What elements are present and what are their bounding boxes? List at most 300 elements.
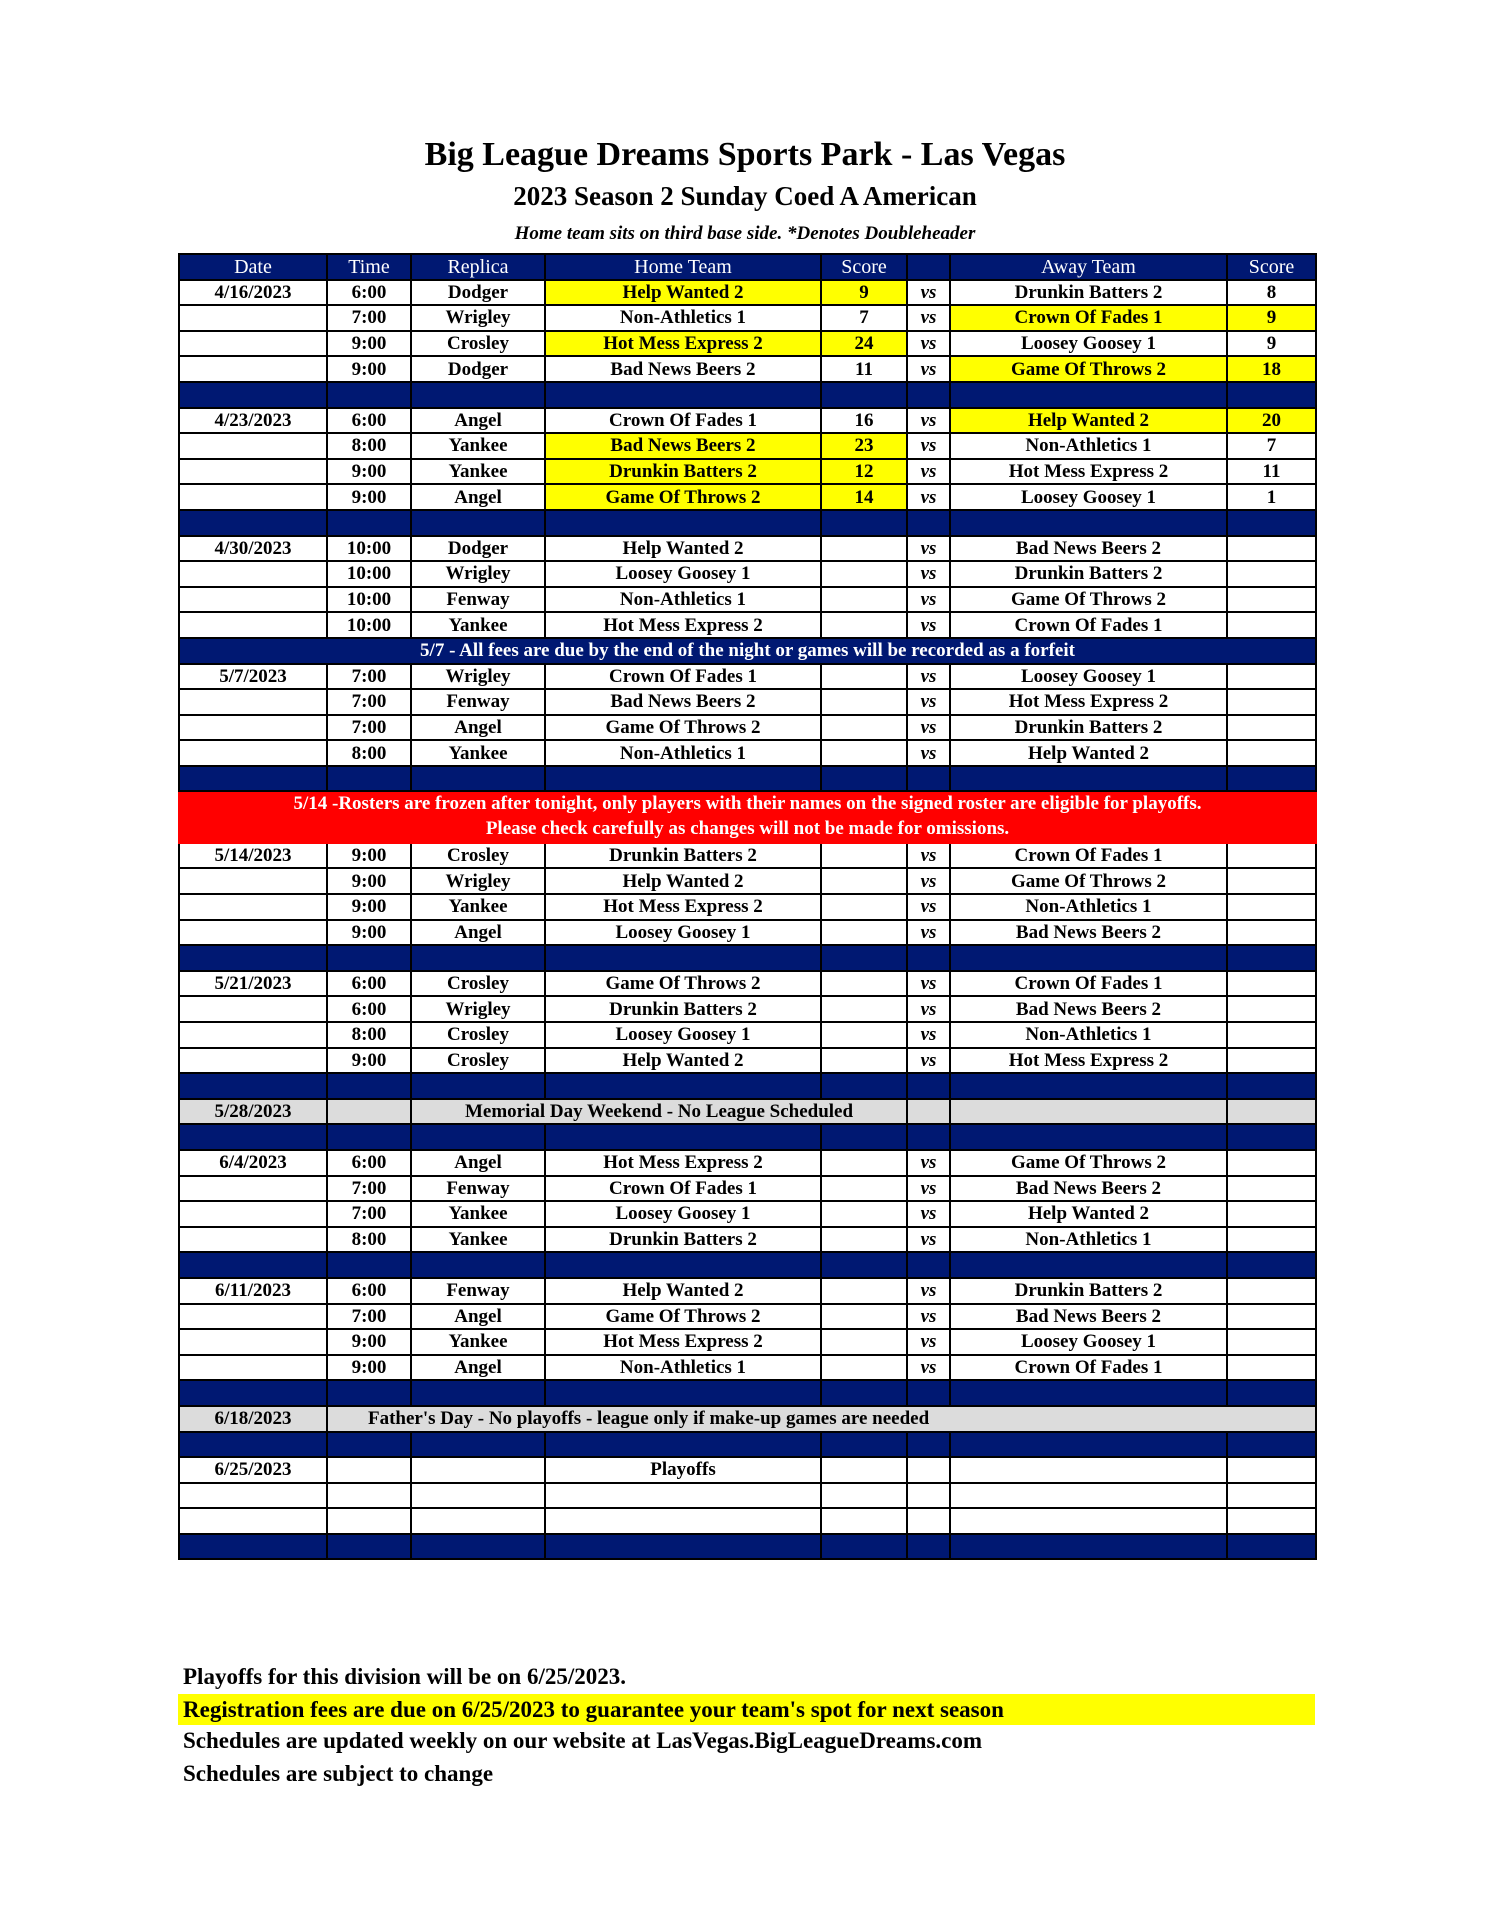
game-date-empty (179, 587, 327, 613)
game-date-empty (179, 612, 327, 638)
away-score (1227, 612, 1316, 638)
game-row (179, 587, 1316, 613)
home-team: Help Wanted 2 (545, 868, 821, 894)
vs-label: vs (907, 408, 950, 434)
away-team: Crown Of Fades 1 (950, 305, 1227, 331)
vs-label: vs (907, 1304, 950, 1330)
roster-notice-line1: 5/14 -Rosters are frozen after tonight, only players with their names on the signed roster are eligible for playoffs. (293, 793, 1202, 815)
home-team: Non-Athletics 1 (545, 740, 821, 766)
game-time: 9:00 (327, 356, 411, 382)
away-score (1227, 561, 1316, 587)
game-field: Fenway (411, 1278, 545, 1304)
away-score (1227, 1329, 1316, 1355)
vs-label: vs (907, 664, 950, 690)
game-field: Wrigley (411, 868, 545, 894)
away-team: Bad News Beers 2 (950, 1176, 1227, 1202)
separator-row (179, 382, 1316, 408)
away-team: Crown Of Fades 1 (950, 971, 1227, 997)
home-score (821, 1150, 907, 1176)
game-row (179, 689, 1316, 715)
home-score (821, 1048, 907, 1074)
game-date-empty (179, 433, 327, 459)
game-row (179, 971, 1316, 997)
holiday-row (179, 1099, 1316, 1125)
holiday-row (179, 1406, 1316, 1432)
game-field: Yankee (411, 894, 545, 920)
game-date-empty (179, 459, 327, 485)
game-date-empty (179, 715, 327, 741)
vs-label: vs (907, 894, 950, 920)
home-team: Game Of Throws 2 (545, 1304, 821, 1330)
separator-row (179, 945, 1316, 971)
home-score (821, 715, 907, 741)
home-score (821, 920, 907, 946)
vs-label: vs (907, 331, 950, 357)
home-team: Drunkin Batters 2 (545, 996, 821, 1022)
home-team: Loosey Goosey 1 (545, 920, 821, 946)
game-field: Angel (411, 408, 545, 434)
game-date-empty (179, 740, 327, 766)
home-team: Game Of Throws 2 (545, 484, 821, 510)
game-date: 5/7/2023 (179, 664, 327, 690)
column-header-home-team: Home Team (545, 254, 821, 280)
away-score (1227, 740, 1316, 766)
game-row (179, 920, 1316, 946)
game-date-empty (179, 996, 327, 1022)
game-time: 6:00 (327, 280, 411, 306)
game-field: Angel (411, 1150, 545, 1176)
game-date-empty (179, 331, 327, 357)
home-team: Non-Athletics 1 (545, 587, 821, 613)
fees-notice-row (179, 638, 1316, 664)
game-time: 7:00 (327, 689, 411, 715)
away-score (1227, 536, 1316, 562)
away-team: Drunkin Batters 2 (950, 561, 1227, 587)
home-score (821, 689, 907, 715)
vs-label: vs (907, 843, 950, 869)
game-field: Angel (411, 1355, 545, 1381)
home-score (821, 536, 907, 562)
holiday-date: 5/28/2023 (179, 1099, 327, 1125)
home-score (821, 996, 907, 1022)
column-header-away-team: Away Team (950, 254, 1227, 280)
away-team: Crown Of Fades 1 (950, 612, 1227, 638)
home-score (821, 561, 907, 587)
game-date-empty (179, 305, 327, 331)
game-time: 9:00 (327, 920, 411, 946)
away-team: Hot Mess Express 2 (950, 689, 1227, 715)
game-time: 10:00 (327, 587, 411, 613)
game-field: Wrigley (411, 305, 545, 331)
footer-change-note: Schedules are subject to change (183, 1761, 494, 1786)
game-field: Dodger (411, 536, 545, 562)
game-time: 7:00 (327, 664, 411, 690)
game-time: 9:00 (327, 459, 411, 485)
away-score (1227, 843, 1316, 869)
game-time: 9:00 (327, 894, 411, 920)
schedule-body (179, 280, 1316, 1560)
separator-row (179, 1073, 1316, 1099)
game-date-empty (179, 356, 327, 382)
vs-label: vs (907, 1201, 950, 1227)
vs-label: vs (907, 689, 950, 715)
game-field: Angel (411, 1304, 545, 1330)
separator-row (179, 1124, 1316, 1150)
away-score (1227, 996, 1316, 1022)
home-score: 23 (821, 433, 907, 459)
game-field: Yankee (411, 1201, 545, 1227)
game-time: 10:00 (327, 612, 411, 638)
game-field: Crosley (411, 843, 545, 869)
away-score (1227, 587, 1316, 613)
holiday-text: Father's Day - No playoffs - league only if make-up games are needed (327, 1406, 1316, 1432)
game-field: Crosley (411, 331, 545, 357)
vs-label: vs (907, 1227, 950, 1253)
home-team: Loosey Goosey 1 (545, 1201, 821, 1227)
away-team: Game Of Throws 2 (950, 1150, 1227, 1176)
game-field: Yankee (411, 612, 545, 638)
home-score: 24 (821, 331, 907, 357)
game-row (179, 894, 1316, 920)
game-time: 8:00 (327, 1227, 411, 1253)
column-header-away-score: Score (1227, 254, 1316, 280)
game-date-empty (179, 920, 327, 946)
game-time: 7:00 (327, 305, 411, 331)
away-team: Loosey Goosey 1 (950, 484, 1227, 510)
game-field: Fenway (411, 689, 545, 715)
home-team: Crown Of Fades 1 (545, 664, 821, 690)
holiday-date: 6/18/2023 (179, 1406, 327, 1432)
game-row (179, 1329, 1316, 1355)
game-time: 9:00 (327, 1329, 411, 1355)
game-date-empty (179, 561, 327, 587)
away-score (1227, 715, 1316, 741)
game-time: 9:00 (327, 1355, 411, 1381)
home-team: Help Wanted 2 (545, 1278, 821, 1304)
home-score (821, 894, 907, 920)
game-row (179, 331, 1316, 357)
away-team: Help Wanted 2 (950, 740, 1227, 766)
game-time: 7:00 (327, 1304, 411, 1330)
away-team: Crown Of Fades 1 (950, 1355, 1227, 1381)
home-score: 9 (821, 280, 907, 306)
home-score: 14 (821, 484, 907, 510)
column-header-date: Date (179, 254, 327, 280)
game-field: Angel (411, 484, 545, 510)
game-row (179, 843, 1316, 869)
game-field: Yankee (411, 1227, 545, 1253)
footer-website-note: Schedules are updated weekly on our website at LasVegas.BigLeagueDreams.com (183, 1728, 983, 1753)
vs-label: vs (907, 1329, 950, 1355)
game-date: 6/4/2023 (179, 1150, 327, 1176)
away-score: 7 (1227, 433, 1316, 459)
away-team: Game Of Throws 2 (950, 356, 1227, 382)
footer-registration-note: Registration fees are due on 6/25/2023 to guarantee your team's spot for next season (178, 1694, 1315, 1725)
vs-label: vs (907, 433, 950, 459)
away-score (1227, 971, 1316, 997)
game-row (179, 305, 1316, 331)
game-time: 6:00 (327, 1278, 411, 1304)
column-header-vs (907, 254, 950, 280)
game-time: 9:00 (327, 843, 411, 869)
game-date-empty (179, 1227, 327, 1253)
vs-label: vs (907, 536, 950, 562)
game-time: 8:00 (327, 740, 411, 766)
game-row (179, 1150, 1316, 1176)
away-score (1227, 1201, 1316, 1227)
vs-label: vs (907, 1278, 950, 1304)
home-team: Drunkin Batters 2 (545, 459, 821, 485)
game-date-empty (179, 1048, 327, 1074)
home-score (821, 1201, 907, 1227)
away-team: Help Wanted 2 (950, 1201, 1227, 1227)
playoffs-label: Playoffs (545, 1457, 821, 1483)
game-time: 6:00 (327, 1150, 411, 1176)
game-time: 9:00 (327, 484, 411, 510)
away-score (1227, 664, 1316, 690)
away-team: Drunkin Batters 2 (950, 715, 1227, 741)
game-time: 6:00 (327, 996, 411, 1022)
column-header-home-score: Score (821, 254, 907, 280)
page-title: Big League Dreams Sports Park - Las Vegas (424, 136, 1066, 173)
home-score (821, 664, 907, 690)
game-row (179, 1355, 1316, 1381)
game-row (179, 612, 1316, 638)
home-team: Non-Athletics 1 (545, 1355, 821, 1381)
game-time: 10:00 (327, 561, 411, 587)
home-score (821, 971, 907, 997)
away-score (1227, 689, 1316, 715)
game-date: 5/21/2023 (179, 971, 327, 997)
home-score (821, 1278, 907, 1304)
vs-label: vs (907, 1048, 950, 1074)
game-field: Angel (411, 920, 545, 946)
game-date-empty (179, 1201, 327, 1227)
roster-notice-line2: Please check carefully as changes will not be made for omissions. (485, 818, 1010, 840)
separator-row (179, 510, 1316, 536)
game-field: Wrigley (411, 664, 545, 690)
game-date: 5/14/2023 (179, 843, 327, 869)
game-row (179, 1176, 1316, 1202)
game-row (179, 561, 1316, 587)
away-score (1227, 1176, 1316, 1202)
footer-playoffs-note: Playoffs for this division will be on 6/25/2023. (183, 1664, 627, 1689)
home-team: Drunkin Batters 2 (545, 1227, 821, 1253)
game-row (179, 1304, 1316, 1330)
away-score (1227, 894, 1316, 920)
column-header-replica: Replica (411, 254, 545, 280)
game-field: Fenway (411, 1176, 545, 1202)
vs-label: vs (907, 561, 950, 587)
game-date-empty (179, 484, 327, 510)
holiday-text: Memorial Day Weekend - No League Scheduled (411, 1099, 907, 1125)
vs-label: vs (907, 996, 950, 1022)
game-date-empty (179, 1176, 327, 1202)
home-team: Help Wanted 2 (545, 536, 821, 562)
vs-label: vs (907, 1150, 950, 1176)
schedule-table (178, 253, 1317, 1560)
game-field: Wrigley (411, 996, 545, 1022)
away-team: Loosey Goosey 1 (950, 331, 1227, 357)
away-team: Hot Mess Express 2 (950, 459, 1227, 485)
away-team: Crown Of Fades 1 (950, 843, 1227, 869)
vs-label: vs (907, 305, 950, 331)
home-score (821, 1022, 907, 1048)
away-score (1227, 1278, 1316, 1304)
home-team: Game Of Throws 2 (545, 971, 821, 997)
game-time: 7:00 (327, 1201, 411, 1227)
game-date-empty (179, 894, 327, 920)
game-row (179, 740, 1316, 766)
game-time: 8:00 (327, 1022, 411, 1048)
game-time: 7:00 (327, 1176, 411, 1202)
game-date: 4/23/2023 (179, 408, 327, 434)
home-score: 16 (821, 408, 907, 434)
game-row (179, 1048, 1316, 1074)
away-score (1227, 1048, 1316, 1074)
away-score (1227, 920, 1316, 946)
game-field: Angel (411, 715, 545, 741)
home-team: Hot Mess Express 2 (545, 331, 821, 357)
game-row (179, 1201, 1316, 1227)
home-team: Loosey Goosey 1 (545, 561, 821, 587)
separator-row (179, 1252, 1316, 1278)
home-team: Drunkin Batters 2 (545, 843, 821, 869)
separator-row (179, 1432, 1316, 1458)
vs-label: vs (907, 484, 950, 510)
game-row (179, 715, 1316, 741)
game-row (179, 459, 1316, 485)
home-score (821, 587, 907, 613)
separator-row (179, 766, 1316, 792)
game-field: Yankee (411, 459, 545, 485)
away-score (1227, 868, 1316, 894)
home-team: Hot Mess Express 2 (545, 1329, 821, 1355)
game-date: 4/16/2023 (179, 280, 327, 306)
page-subtitle: 2023 Season 2 Sunday Coed A American (513, 181, 977, 211)
away-team: Bad News Beers 2 (950, 996, 1227, 1022)
game-time: 9:00 (327, 1048, 411, 1074)
game-date-empty (179, 1304, 327, 1330)
game-row (179, 408, 1316, 434)
game-row (179, 536, 1316, 562)
game-row (179, 664, 1316, 690)
away-score (1227, 1355, 1316, 1381)
home-team: Hot Mess Express 2 (545, 612, 821, 638)
game-row (179, 433, 1316, 459)
vs-label: vs (907, 1022, 950, 1048)
vs-label: vs (907, 612, 950, 638)
away-score: 18 (1227, 356, 1316, 382)
home-score (821, 843, 907, 869)
away-team: Bad News Beers 2 (950, 920, 1227, 946)
away-score (1227, 1150, 1316, 1176)
vs-label: vs (907, 868, 950, 894)
empty-row (179, 1508, 1316, 1534)
away-team: Non-Athletics 1 (950, 433, 1227, 459)
game-time: 7:00 (327, 715, 411, 741)
vs-label: vs (907, 356, 950, 382)
game-row (179, 484, 1316, 510)
away-team: Non-Athletics 1 (950, 894, 1227, 920)
away-team: Drunkin Batters 2 (950, 280, 1227, 306)
vs-label: vs (907, 715, 950, 741)
vs-label: vs (907, 740, 950, 766)
home-score: 12 (821, 459, 907, 485)
away-score: 8 (1227, 280, 1316, 306)
vs-label: vs (907, 971, 950, 997)
game-field: Fenway (411, 587, 545, 613)
roster-notice-row (179, 791, 1316, 842)
game-row (179, 280, 1316, 306)
game-field: Yankee (411, 433, 545, 459)
game-row (179, 868, 1316, 894)
home-team: Help Wanted 2 (545, 1048, 821, 1074)
away-team: Non-Athletics 1 (950, 1022, 1227, 1048)
away-score: 9 (1227, 305, 1316, 331)
home-score (821, 1227, 907, 1253)
vs-label: vs (907, 1176, 950, 1202)
game-time: 6:00 (327, 971, 411, 997)
away-team: Loosey Goosey 1 (950, 1329, 1227, 1355)
separator-row (179, 1380, 1316, 1406)
away-team: Hot Mess Express 2 (950, 1048, 1227, 1074)
home-team: Hot Mess Express 2 (545, 1150, 821, 1176)
home-team: Help Wanted 2 (545, 280, 821, 306)
home-score (821, 740, 907, 766)
game-time: 10:00 (327, 536, 411, 562)
home-score (821, 1304, 907, 1330)
game-row (179, 1022, 1316, 1048)
game-row (179, 356, 1316, 382)
vs-label: vs (907, 459, 950, 485)
vs-label: vs (907, 1355, 950, 1381)
playoffs-row (179, 1457, 1316, 1483)
home-score (821, 612, 907, 638)
game-time: 9:00 (327, 331, 411, 357)
fees-notice: 5/7 - All fees are due by the end of the night or games will be recorded as a forfeit (179, 638, 1316, 664)
vs-label: vs (907, 587, 950, 613)
away-team: Drunkin Batters 2 (950, 1278, 1227, 1304)
game-field: Crosley (411, 1022, 545, 1048)
away-score (1227, 1304, 1316, 1330)
away-score: 1 (1227, 484, 1316, 510)
away-team: Game Of Throws 2 (950, 587, 1227, 613)
playoffs-date: 6/25/2023 (179, 1457, 327, 1483)
away-team: Non-Athletics 1 (950, 1227, 1227, 1253)
home-score: 7 (821, 305, 907, 331)
home-score (821, 868, 907, 894)
vs-label: vs (907, 280, 950, 306)
game-date-empty (179, 689, 327, 715)
home-team: Bad News Beers 2 (545, 689, 821, 715)
game-date-empty (179, 868, 327, 894)
game-date-empty (179, 1355, 327, 1381)
away-score (1227, 1022, 1316, 1048)
home-team: Bad News Beers 2 (545, 356, 821, 382)
away-team: Help Wanted 2 (950, 408, 1227, 434)
game-date: 6/11/2023 (179, 1278, 327, 1304)
vs-label: vs (907, 920, 950, 946)
away-score: 20 (1227, 408, 1316, 434)
game-field: Yankee (411, 740, 545, 766)
page-note: Home team sits on third base side. *Denotes Doubleheader (514, 223, 976, 244)
separator-row (179, 1534, 1316, 1560)
empty-row (179, 1483, 1316, 1509)
home-team: Non-Athletics 1 (545, 305, 821, 331)
game-field: Dodger (411, 356, 545, 382)
home-score (821, 1355, 907, 1381)
